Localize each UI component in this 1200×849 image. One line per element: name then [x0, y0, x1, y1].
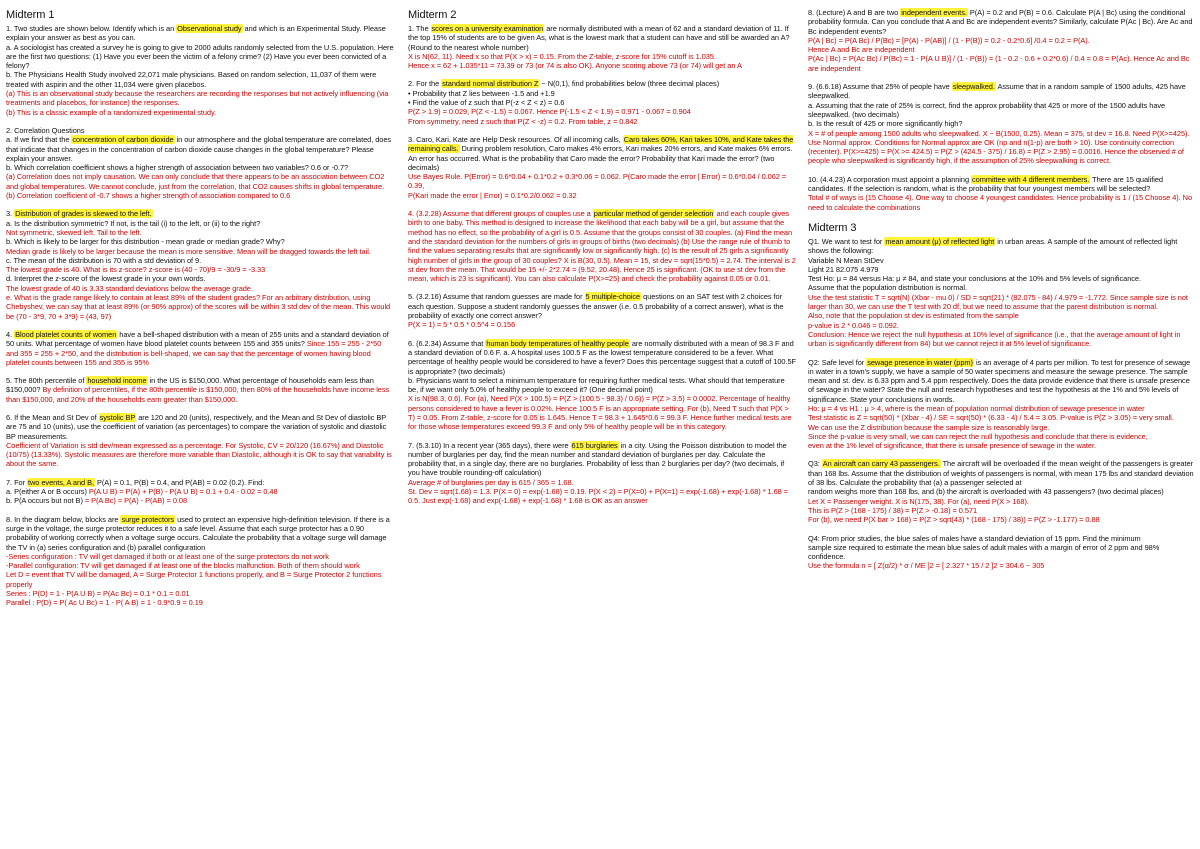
answer-line: [6, 284, 394, 293]
question-line: [6, 376, 394, 404]
line-text: 4. (3.2.28) Assume that different groups of couples use a: [408, 209, 593, 219]
highlighted-text: committee with 4 different members.: [972, 174, 1090, 184]
line-text: Hence x = 62 + 1.035*11 = 73.39 or 73 (or 74 is also OK). Anyone scoring above 73 (or 74) will get an A: [408, 61, 742, 71]
column-1: [6, 8, 394, 844]
line-text: 3.: [6, 209, 15, 219]
line-text: Since the p-value is very small, we can can reject the null hypothesis and conclude that there is evidence,: [808, 431, 1148, 441]
line-text: For (b), we need P(X bar > 168) = P(Z > sqrt(43) * (168 - 175) / 38)) = P(Z > -1.177) = 0.88: [808, 515, 1100, 525]
line-text: We can use the Z distribution because the sample size is reasonably large.: [808, 422, 1050, 432]
line-text: Series : P(D) = 1 - P(A U B) = P(Ac Bc) = 0.1 * 0.1 = 0.01: [6, 589, 190, 599]
answer-line: [808, 441, 1196, 450]
line-text: • Find the value of z such that P(-z < Z < z) = 0.6: [408, 98, 565, 108]
line-text: sample size required to estimate the mean blue sales of adult males with a margin of error of 2 ppm and 98% confidence.: [808, 542, 1160, 562]
answer-line: [808, 311, 1196, 320]
answer-line: [6, 191, 394, 200]
column-3: [808, 8, 1196, 844]
question-line: [808, 119, 1196, 128]
line-text-continued: During problem resolution, Caro makes 4% errors, Kari makes 20% errors, and Kate makes 6% errors. An error has occurred. What is the probability that Caro made the error? Probability that Kari made the error? (two decimals): [408, 144, 793, 172]
answer-text: Since 155 = 255 - 2*50 and 355 = 255 + 2*50, and the distribution is bell-shaped, we can say that the percentage of women having blood platelet counts between 155 and 355 is 95%: [6, 339, 382, 367]
answer-line: [6, 561, 394, 570]
question-line: [408, 339, 796, 376]
answer-line: [408, 61, 796, 70]
answer-line: [808, 293, 1196, 312]
line-text: Q2: Safe level for: [808, 357, 867, 367]
line-text: (b) Correlation coefficient of -0.7 shows a higher strength of association compared to 0.6: [6, 191, 291, 201]
question-block: [408, 79, 796, 125]
question-block: [6, 376, 394, 404]
line-text: Median grade is likely to be larger because the mean is more sensitive. Mean will be dragged towards the left tail.: [6, 246, 371, 256]
line-text: 5. The 80th percentile of: [6, 376, 87, 386]
answer-text: By definition of percentiles, if the 80th percentile is $150,000, then 80% of the households have income less than $150,000, and 20% of the households earn greater than $150,000.: [6, 385, 390, 404]
line-text-continued: P(A U B) = P(A) + P(B) - P(A U B) = 0.1 + 0.4 - 0.02 = 0.48: [88, 487, 278, 497]
line-text: a. If we find that the: [6, 135, 72, 145]
answer-line: [6, 108, 394, 117]
question-block: [808, 175, 1196, 212]
question-line: [808, 487, 1196, 496]
answer-line: [808, 45, 1196, 54]
line-text: b. P(A occurs but not B): [6, 496, 85, 506]
question-line: [6, 274, 394, 283]
line-text: The lowest grade of 40 is 3.33 standard deviations below the average grade.: [6, 283, 253, 293]
line-text: b. Which is likely to be larger for this distribution - mean grade or median grade? Why?: [6, 237, 285, 247]
answer-line: [808, 497, 1196, 506]
line-text: (a) Correlation does not imply causation. We can only conclude that there appears to be an association between CO2 and global temperatures. We cannot conclude, just from the correlation, that CO2 causes shifts in global temperature.: [6, 172, 385, 191]
line-text: e. What is the grade range likely to contain at least 89% of the student grades? For an arbitrary distribution, using Chebyshev, we can say that at least 89% (or 90% approx) of the scores will be within 3 std dev of the mean. This would be (70 - 3*9, 70 + 3*9) = (43, 97): [6, 293, 391, 321]
line-text-continued: and each couple gives birth to one baby. This method is designed to increase the likelihood that each baby will be a girl, but assume that the method has no effect, so the probability of a girl is 0.5. Assume that the groups consist of 30 couples. (a) Find the mean and the standard deviation for the numbers of girls in groups of births (two decimals) (b) Use the range rule of thumb to find the values separating results that are significantly low or significantly high. (c) Is the result of 25 girls a significantly high number of girls in the group of 30 couples? X is B(30, 0.5). Mean = 15, st dev = sqrt(15*0.5) = 2.74. The interval is 2 st dev from the mean. That would be 15 +/- 2*2.74 = (9.52, 20.48). Hence 25 is significant. (OK to use st dev from the mean, which is 23 is significant). You can also calculate P(X>=25) and check the probability against 0.05 or 0.01.: [408, 209, 796, 284]
line-text-continued: in the US is $150,000. What percentage of households earn less than $150,000?: [6, 376, 374, 395]
line-text: b. The Physicians Health Study involved 22,071 male physicians. Based on random selection, 11,037 of them were treated with aspirin and the other 11,034 were given placebos.: [6, 70, 377, 89]
question-block: [6, 515, 394, 608]
answer-line: [808, 413, 1196, 422]
answer-line: [808, 54, 1196, 73]
answer-line: [408, 478, 796, 487]
line-text: 5. (3.2.16) Assume that random guesses are made for: [408, 292, 585, 302]
question-block: [408, 441, 796, 506]
answer-line: [408, 209, 796, 283]
question-line: [808, 543, 1196, 562]
question-line: [6, 413, 394, 441]
answer-line: [408, 487, 796, 506]
line-text: Light 21 82.075 4.979: [808, 264, 879, 274]
highlighted-text: mean amount (μ) of reflected light: [885, 236, 995, 246]
question-line: [808, 82, 1196, 101]
question-line: [6, 515, 394, 552]
line-text: Not symmetric, skewed left. Tail to the left.: [6, 227, 142, 237]
line-text: p-value is 2 * 0.046 = 0.092.: [808, 320, 899, 330]
line-text: P(Ac | Bc) = P(Ac Bc) / P(Bc) = 1 - P(A U B)] / (1 - P(B)) = (1 - 0.2 - 0.6 + 0.2*0.6) / 0.4 = 0.8 = P(Ac). Hence Ac and Bc are independent: [808, 54, 1190, 73]
answer-line: [408, 172, 796, 191]
line-text: Test statistic is Z = sqrt(50) * (Xbar - 4) / SE = sqrt(50) * (6.33 - 4) / 5.4 = 3.05. P-value is P(Z > 3.05) = very small.: [808, 413, 1174, 423]
line-text-continued: and which is an Experimental Study. Please explain your answer as best as you can.: [6, 24, 386, 43]
question-block: [808, 358, 1196, 451]
question-line: [808, 175, 1196, 194]
answer-line: [408, 191, 796, 200]
line-text-continued: There are 15 qualified candidates. If the selection is random, what is the probability that four youngest members will be selected?: [808, 174, 1163, 194]
line-text: Total # of ways is (15 Choose 4). One way to choose 4 youngest candidates. Hence probability is 1 / (15 Choose 4). No need to calculate the combinations: [808, 193, 1193, 212]
question-line: [6, 70, 394, 89]
answer-line: [6, 228, 394, 237]
answer-line: [808, 193, 1196, 212]
line-text-continued: are 120 and 20 (units), respectively, and the Mean and St Dev of diastolic BP are 75 and 10 (units), use the coefficient of variation (as percentages) to compare the variation of systolic and diastolic BP measurements.: [6, 412, 387, 441]
question-line: [808, 534, 1196, 543]
line-text: 6. (6.2.34) Assume that: [408, 338, 486, 348]
question-line: [6, 163, 394, 172]
line-text: 7. (5.3.10) In a recent year (365 days), there were: [408, 440, 571, 450]
line-text-continued: are normally distributed with a mean of 98.3 F and a standard deviation of 0.6 F. a. A hospital uses 100.5 F as the lowest temperature considered to be a fever. What percentage of healthy people would be considered to have a fever? Does this percentage suggest that a cutoff of 100.5F is appropriate? (two decimals): [408, 338, 796, 376]
line-text: • Probability that Z lies between -1.5 and +1.9: [408, 88, 555, 98]
line-text-continued: P(A) = 0.2 and P(B) = 0.6. Calculate P(A | Bc) using the conditional probability formula. Can you conclude that A and Bc are independent events? Similarly, calculate P(Ac | Bc). Are Ac and Bc independent events?: [808, 8, 1193, 36]
line-text: 10. (4.4.23) A corporation must appoint a planning: [808, 174, 972, 184]
highlighted-text: 615 burglaries: [571, 440, 618, 450]
line-text: Also, note that the population st dev is estimated from the sample: [808, 311, 1019, 321]
highlighted-text: standard normal distribution Z: [442, 79, 539, 89]
question-block: [808, 534, 1196, 571]
highlighted-text: 5 multiple-choice: [585, 292, 641, 302]
question-line: [808, 265, 1196, 274]
question-line: [808, 358, 1196, 404]
answer-line: [808, 36, 1196, 45]
line-text: Variable N Mean StDev: [808, 255, 884, 265]
answer-line: [408, 107, 796, 116]
question-block: [808, 82, 1196, 166]
line-text: The lowest grade is 40. What is its z-score? z-score is (40 - 70)/9 = -30/9 = -3.33: [6, 265, 266, 275]
line-text: 1. The: [408, 24, 431, 33]
question-line: [6, 330, 394, 367]
answer-line: [6, 247, 394, 256]
line-text: Conclusion: Hence we reject the null hypothesis at 10% level of significance (i.e., that the average amount of light in urban is significantly different from 84) but we cannot reject it at 5% level of significance.: [808, 329, 1181, 349]
line-text: b. Which correlation coefficient shows a higher strength of association between two variables? 0.6 or -0.7?: [6, 163, 349, 173]
question-line: [6, 219, 394, 228]
question-line: [6, 487, 394, 496]
line-text: d. Interpret the z-score of the lowest grade in your own words.: [6, 274, 206, 284]
answer-line: [6, 570, 394, 589]
question-block: [6, 478, 394, 506]
line-text: X = # of people among 1500 adults who sleepwalked. X ~ B(1500, 0.25). Mean = 375, st dev = 16.8. Need P(X>=425). Use Normal approx. Conditions for Normal approx are OK (np and n(1-p) are both > 10). Use continuity correction (recenter). P(X>=425) = P(X >= 424.5) = P(Z > (424.5 - 375) / 16.8) = P(Z > 2.95) = 0.0016. Hence the observed # of people who sleepwalked is significantly high, if the assumption of 25% sleepwalking is correct.: [808, 128, 1190, 166]
line-text: P(X = 1) = 5 * 0.5 * 0.5^4 = 0.156: [408, 320, 516, 330]
highlighted-text: particular method of gender selection: [593, 209, 714, 219]
line-text-continued: The aircraft will be overloaded if the mean weight of the passengers is greater than 168 lbs. Assume that the distribution of weights of passengers is normal, with mean 175 lbs and standard deviation of 38 lbs. Calculate the probability that (a) a passenger selected at: [808, 459, 1194, 488]
answer-line: [808, 432, 1196, 441]
question-block: [6, 330, 394, 367]
line-text: 3. Caro, Kari, Kate are Help Desk resources. Of all incoming calls,: [408, 134, 623, 144]
line-text: St. Dev = sqrt(1.68) = 1.3. P(X = 0) = exp(-1.68) = 0.19. P(X < 2) = P(X=0) + P(X=1) = exp(-1.68) + exp(-1.68) * 1.68 = 0.5. Just exp(-1.68) and exp(-1.68) + exp(-1.68) * 1.68 is OK as an answer: [408, 487, 788, 506]
line-text: Assume that the population distribution is normal.: [808, 283, 967, 293]
line-text: P(A | Bc) = P(A Bc) / P(Bc) = [P(A) - P(AB)] / (1 - P(B)) = 0.2 - 0.2*0.6] /0.4 = 0.2 = P(A).: [808, 35, 1090, 45]
question-line: [6, 256, 394, 265]
answer-line: [408, 320, 796, 329]
line-text: a. P(either A or B occurs): [6, 487, 89, 497]
question-line: [808, 256, 1196, 265]
question-block: [6, 126, 394, 200]
answer-line: [6, 172, 394, 191]
line-text: a. Assuming that the rate of 25% is correct, find the approx probability that 425 or more of the 1500 adults have sleepwalked. (two decimals): [808, 100, 1166, 119]
line-text: even at the 1% level of significance, that there is unsafe presence of sewage in the water.: [808, 441, 1096, 451]
question-block: [808, 237, 1196, 349]
line-text: c. The mean of the distribution is 70 with a std deviation of 9.: [6, 255, 202, 265]
answer-line: [808, 506, 1196, 515]
question-line: [6, 478, 394, 487]
line-text: X is N(62, 11). Need x so that P(X > x) = 0.15. From the Z-table, z-score for 15% cutoff is 1.035.: [408, 51, 716, 61]
answer-line: [6, 293, 394, 321]
line-text: X is N(98.3, 0.6). For (a), Need P(X > 100.5) = P(Z > (100.5 - 98.3) / 0.6)) = P(Z > 3.5) = 0.0002. Percentage of healthy persons considered to have a fever is 0.02%. Hence 100.5 F is an appropriate setting. For (b), Need T such that P(X > T) = 0.05. From Z-table, z-score for 0.05 is 1.645. Hence T = 98.3 + 1.645*0.6 = 99.3 F. Hence further medical tests are for those whose temperatures exceed 99.3 F and only 5% of healthy people will be in this category.: [408, 394, 792, 432]
line-text: (b) This is a classic example of a randomized experimental study.: [6, 107, 217, 117]
line-text: Q4: From prior studies, the blue sales of males have a standard deviation of 15 ppm. Find the minimum: [808, 533, 1141, 543]
highlighted-text: surge protectors: [121, 514, 175, 524]
answer-line: [6, 589, 394, 598]
section-heading: Midterm 1: [6, 9, 55, 21]
line-text: Hence A and Bc are independent: [808, 45, 915, 55]
question-line: [6, 126, 394, 135]
line-text-continued: P(A) = 0.1, P(B) = 0.4, and P(AB) = 0.02 (0.2). Find:: [95, 477, 265, 487]
highlighted-text: household income: [87, 376, 147, 386]
highlighted-text: independent events.: [901, 8, 967, 17]
line-text: Test Ho: μ = 84 versus Ha: μ ≠ 84, and state your conclusions at the 10% and 5% levels of significance.: [808, 274, 1141, 284]
line-text: This is P(Z > (168 - 175) / 38) = P(Z > -0.18) = 0.571: [808, 505, 978, 515]
section-heading: Midterm 2: [408, 9, 457, 21]
question-line: [6, 496, 394, 505]
answer-line: [808, 515, 1196, 524]
highlighted-text: Caro takes 60%, Kari takes 10%, and Kate takes the remaining calls.: [408, 134, 794, 154]
line-text: Average # of burglaries per day is 615 / 365 = 1.68.: [408, 477, 574, 487]
highlighted-text: An aircraft can carry 43 passengers.: [822, 459, 940, 469]
line-text-continued: in our atmosphere and the global temperature are correlated, does that indicate that changes in the concentration of carbon dioxide cause changes in the global temperature? Please explain your answer.: [6, 135, 392, 163]
line-text: Let D = event that TV will be damaged, A = Surge Protector 1 functions properly, and B = Surge Protector 2 functions properly: [6, 570, 382, 589]
highlighted-text: concentration of carbon dioxide: [72, 135, 174, 145]
question-block: [808, 8, 1196, 73]
line-text-continued: in urban areas. A sample of the amount of reflected light shows the following:: [808, 236, 1178, 256]
question-line: [6, 43, 394, 71]
line-text: Use the test statistic T = sqrt(N) (Xbar - mu 0) / SD = sqrt(21) * (82.075 - 84) / 4.979 = -1.772. Since sample size is not larger than 30, we can use the T test with 20 df, but we need to assume that the parent distribution is normal.: [808, 292, 1188, 312]
answer-line: [6, 552, 394, 561]
answer-line: [808, 561, 1196, 570]
line-text: Let X = Passenger weight. X is N(175, 38). For (a), need P(X > 168).: [808, 496, 1029, 506]
answer-line: [6, 441, 394, 469]
answer-line: [808, 321, 1196, 330]
question-block: [6, 209, 394, 321]
line-text-continued: is an average of 4 parts per million. To test for presence of sewage in water in a town's supply, we have a sample of 50 water specimens and measure the sewage presence. The sample mean and st. dev. is 6.33 ppm and 5.4 ppm respectively. Does the data provide evidence that there is unsafe presence of sewage in the water? State the null and research hypotheses and test the hypothesis at the 1% and 5% levels of significance. State your conclusions in words.: [808, 357, 1191, 404]
question-line: [408, 89, 796, 98]
question-block: [808, 459, 1196, 524]
question-line: [408, 292, 796, 320]
line-text: 1. Two studies are shown below. Identify which is an: [6, 24, 177, 33]
line-text: a. A sociologist has created a survey he is going to give to 2000 adults randomly selected from the U.S. population. Here are the first two questions: (1) Have you ever been the victim of a felony crime? (2) Have you ever been convicted of a felony?: [6, 42, 394, 71]
line-text: -Series configuration : TV will get damaged if both or at least one of the surge protectors do not work: [6, 551, 329, 561]
line-text: 8. In the diagram below, blocks are: [6, 514, 121, 524]
line-text-continued: have a bell-shaped distribution with a mean of 255 units and a standard deviation of 50 units. What percentage of women have blood platelet counts between 155 and 355 units?: [6, 329, 389, 349]
question-block: [408, 292, 796, 329]
question-block: [408, 339, 796, 432]
answer-line: [808, 330, 1196, 349]
highlighted-text: sleepwalked.: [952, 82, 995, 92]
question-block: [408, 135, 796, 200]
answer-line: [408, 52, 796, 61]
question-line: [808, 237, 1196, 256]
line-text: (a) This is an observational study because the researchers are recording the responses but not actively influencing (via treatments and placebos, for instance) the responses.: [6, 89, 389, 108]
line-text: P(Z > 1.9) = 0.029, P(Z < -1.5) = 0.067. Hence P(-1.5 < Z < 1.9) = 0.971 - 0.067 = 0.904: [408, 107, 691, 117]
line-text: Ho: μ = 4 vs H1 : μ > 4, where is the mean of population normal distribution of sewage presence in water: [808, 403, 1145, 413]
line-text-continued: Assume that in a random sample of 1500 adults, 425 have sleepwalked.: [808, 82, 1186, 101]
question-line: [408, 98, 796, 107]
line-text: 2. Correlation Questions: [6, 125, 85, 135]
line-text: 2. For the: [408, 79, 442, 89]
highlighted-text: human body temperatures of healthy people: [486, 338, 629, 348]
answer-line: [408, 117, 796, 126]
highlighted-text: scores on a university examination: [431, 24, 544, 33]
highlighted-text: sewage presence in water (ppm): [867, 357, 973, 367]
answer-line: [808, 423, 1196, 432]
line-text: Parallel : P(D) = P( Ac U Bc) = 1 - P( A B) = 1 - 0.9*0.9 = 0.19: [6, 598, 203, 608]
answer-line: [408, 394, 796, 431]
question-block: [6, 413, 394, 469]
section-heading: Midterm 3: [808, 221, 857, 234]
question-block: [408, 24, 796, 70]
line-text: Q1. We want to test for: [808, 236, 885, 246]
question-line: [6, 237, 394, 246]
answer-line: [808, 404, 1196, 413]
line-text: P(Kari made the error | Error) = 0.1*0.2/0.062 = 0.32: [408, 190, 577, 200]
question-block: [6, 24, 394, 117]
line-text-continued: questions on an SAT test with 2 choices for each question. Suppose a student randomly guesses the answer (i.e. 0.5 probability of a correct answer), what is the probability of exactly one correct answer?: [408, 292, 784, 321]
line-text-continued: = P(A Bc) = P(A) - P(AB) = 0.08: [84, 496, 188, 506]
question-line: [408, 135, 796, 172]
line-text: b. Is the result of 425 or more significantly high?: [808, 119, 963, 129]
question-line: [408, 79, 796, 88]
line-text: b. Physicians want to select a minimum temperature for requiring further medical tests. What should that temperature be, if we want only 5.0% of healthy people to exceed it? (One decimal point): [408, 375, 785, 395]
line-text: 9. (6.6.18) Assume that 25% of people have: [808, 82, 952, 92]
highlighted-text: Distribution of grades is skewed to the left.: [15, 209, 152, 219]
line-text: Coefficient of Variation is std dev/mean expressed as a percentage. For Systolic, CV = 20/120 (16.67%) and Diastolic (10/75) (13.33%). Systolic measures are therefore more variable than Diastolic, although it is OK to say that variability is about the same.: [6, 440, 392, 469]
answer-line: [6, 89, 394, 108]
question-line: [408, 376, 796, 395]
line-text: From symmetry, need z such that P(Z < -z) = 0.2. From table, z = 0.842: [408, 116, 638, 126]
question-line: [6, 24, 394, 43]
highlighted-text: Blood platelet counts of women: [15, 329, 117, 339]
line-text: 7. For: [6, 477, 28, 487]
question-line: [808, 283, 1196, 292]
line-text-continued: in a city. Using the Poisson distribution to model the number of burglaries per day, find the mean number and standard deviation of burglaries per day. Calculate the probability that, in a single day, there are no burglaries. Probability of less than 2 burglaries per day? (two decimals, if you have trouble rounding-off calculation): [408, 440, 787, 478]
answer-line: [808, 129, 1196, 166]
line-text: 6. If the Mean and St Dev of: [6, 412, 99, 422]
question-line: [408, 24, 796, 52]
question-line: [6, 209, 394, 218]
line-text-continued: are normally distributed with a mean of 62 and a standard deviation of 11. If the top 15% of students are to be given As, what is the lowest mark that a student can have and still be awarded an A? (Round to the nearest whole number): [408, 24, 790, 52]
column-2: [408, 8, 796, 844]
line-text: 4.: [6, 329, 15, 339]
answer-line: [6, 598, 394, 607]
question-line: [808, 274, 1196, 283]
line-text: a. Is the distribution symmetric? If not, is the tail (i) to the left, or (ii) to the right?: [6, 218, 261, 228]
line-text: 8. (Lecture) A and B are two: [808, 8, 901, 17]
line-text: Use Bayes Rule. P(Error) = 0.6*0.04 + 0.1*0.2 + 0.3*0.06 = 0.062. P(Caro made the error | Error) = 0.6*0.04 / 0.062 = 0.39,: [408, 172, 787, 191]
highlighted-text: Observational study: [177, 24, 242, 33]
question-line: [808, 8, 1196, 36]
highlighted-text: two events, A and B,: [28, 477, 94, 487]
line-text-continued: used to protect an expensive high-definition television. If there is a surge in the voltage, the surge protector reduces it to a safe level. Assume that each surge protector has a 0.90 probability of working correctly when a voltage surge occurs. Calculate the probability that a voltage surge will damage the TV in (a) series configuration and (b) parallel configuration: [6, 514, 390, 552]
highlighted-text: systolic BP: [99, 412, 136, 422]
line-text: random weighs more than 168 lbs, and (b) the aircraft is overloaded with 43 passengers? (two decimal places): [808, 487, 1164, 497]
answer-line: [6, 265, 394, 274]
line-text: -Parallel configuration: TV will get damaged if at least one of the blocks malfunction. Both of them should work: [6, 561, 360, 571]
question-line: [408, 441, 796, 478]
line-text: Use the formula n = [ Z(α/2) * σ / ME ]2 = [ 2.327 * 15 / 2 ]2 = 304.6 ~ 305: [808, 561, 1045, 571]
question-line: [6, 135, 394, 163]
question-line: [808, 101, 1196, 120]
question-line: [808, 459, 1196, 487]
line-text: Q3:: [808, 459, 822, 469]
question-block: [408, 209, 796, 283]
line-text-continued: ~ N(0,1), find probabilities below (three decimal places): [539, 79, 720, 89]
